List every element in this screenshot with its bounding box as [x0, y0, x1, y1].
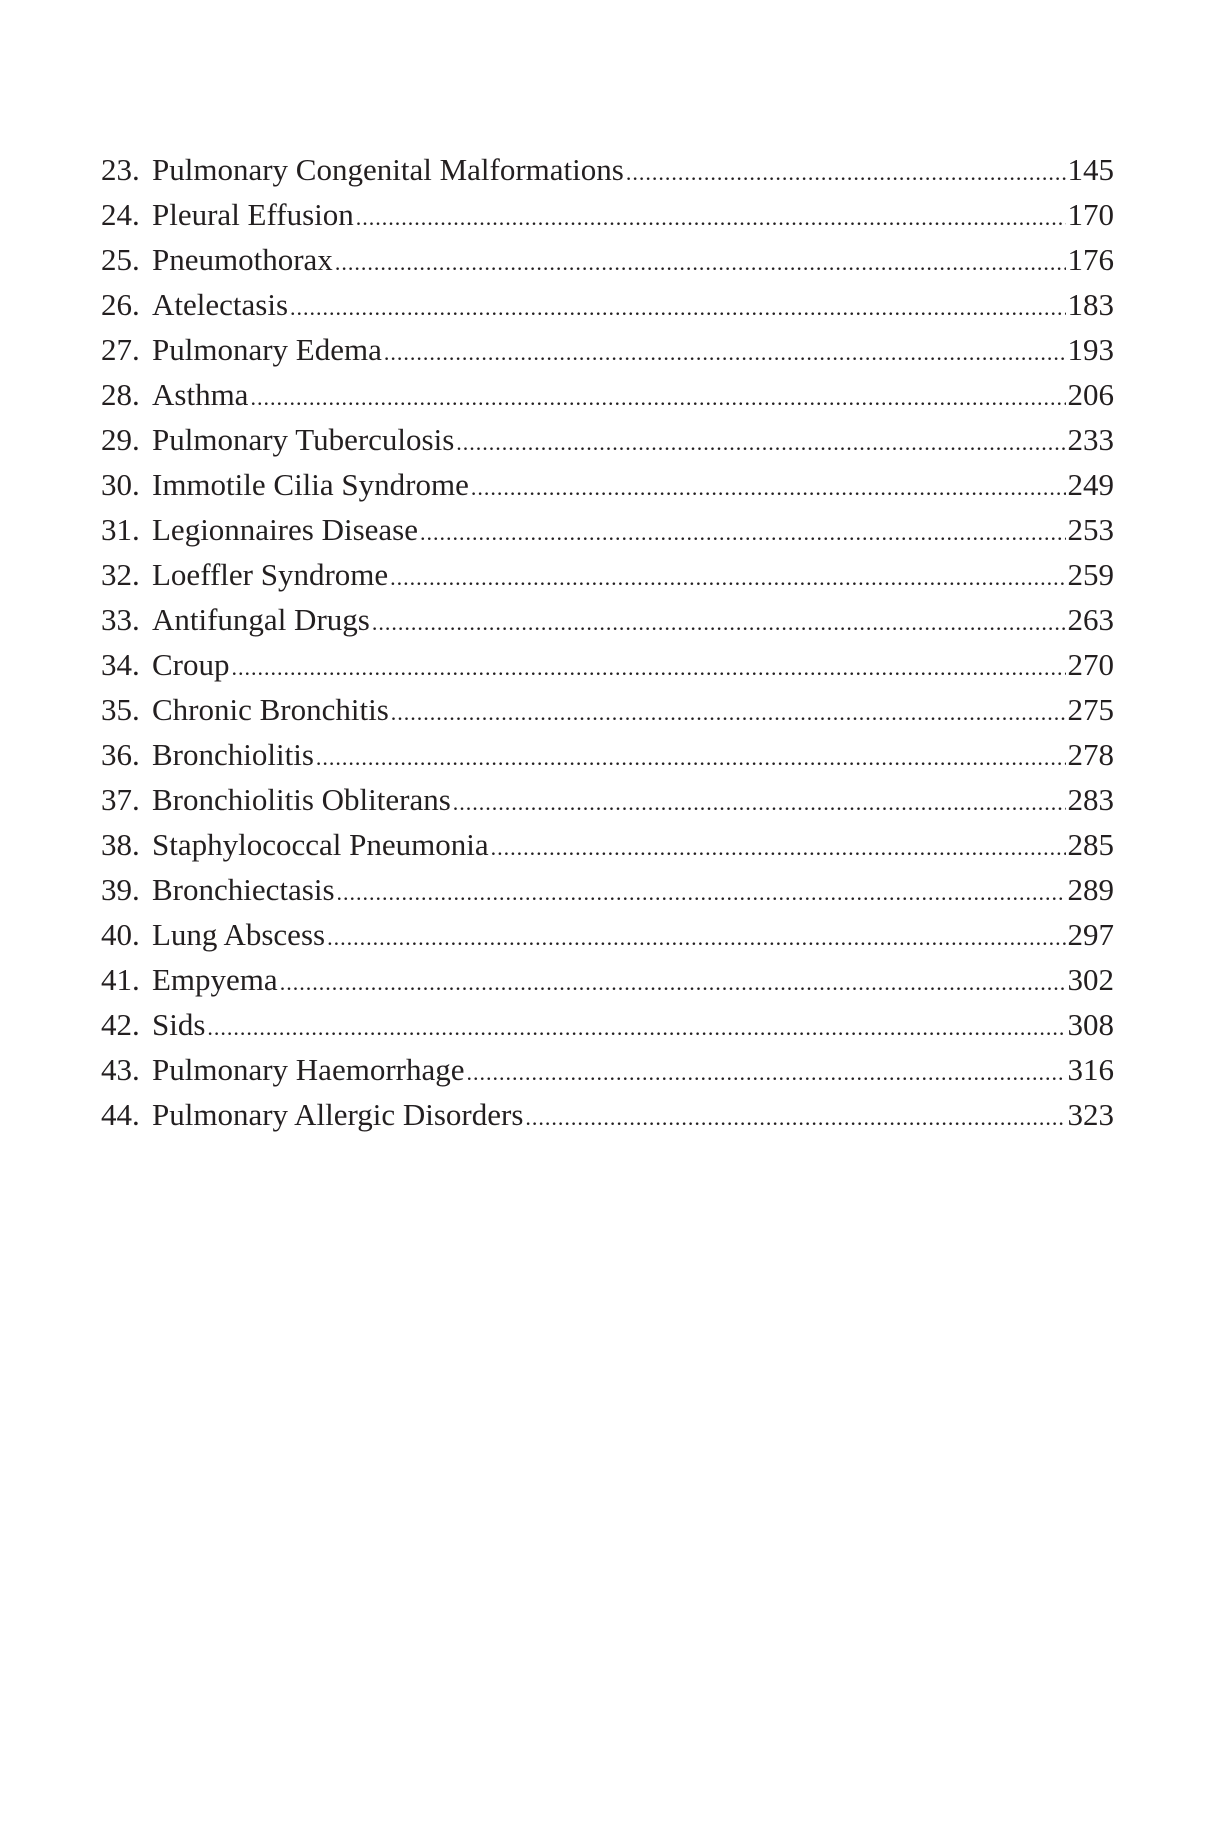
toc-entry-number: 28. — [101, 377, 140, 412]
toc-entry-title: Empyema — [152, 962, 278, 997]
toc-entry-number: 25. — [101, 242, 140, 277]
toc-entry-number: 37. — [101, 782, 140, 817]
toc-entry-number: 34. — [101, 647, 140, 682]
toc-entry-number: 29. — [101, 422, 140, 457]
toc-entry-title: Antifungal Drugs — [152, 602, 370, 637]
toc-entry-title: Pulmonary Haemorrhage — [152, 1052, 465, 1087]
toc-entry-number: 23. — [101, 152, 140, 187]
toc-dot-leader — [384, 340, 1066, 366]
toc-entry-number: 26. — [101, 287, 140, 322]
toc-dot-leader — [372, 610, 1066, 636]
toc-dot-leader — [327, 925, 1065, 951]
toc-entry[interactable] — [101, 242, 1114, 287]
toc-entry[interactable] — [101, 827, 1114, 872]
toc-entry-page: 193 — [1067, 332, 1114, 367]
toc-dot-leader — [280, 970, 1066, 996]
toc-entry-title: Chronic Bronchitis — [152, 692, 389, 727]
toc-entry-page: 278 — [1067, 737, 1114, 772]
toc-entry[interactable] — [101, 1007, 1114, 1052]
toc-entry-number: 27. — [101, 332, 140, 367]
toc-dot-leader — [356, 205, 1066, 231]
toc-entry-title: Bronchiectasis — [152, 872, 335, 907]
toc-dot-leader — [335, 250, 1066, 276]
toc-entry[interactable] — [101, 737, 1114, 782]
toc-entry-page: 316 — [1067, 1052, 1114, 1087]
toc-dot-leader — [232, 655, 1066, 681]
toc-entry-title: Pulmonary Tuberculosis — [152, 422, 455, 457]
toc-entry[interactable] — [101, 197, 1114, 242]
toc-entry-title: Pneumothorax — [152, 242, 333, 277]
toc-entry-page: 275 — [1067, 692, 1114, 727]
toc-entry-title: Croup — [152, 647, 230, 682]
toc-entry[interactable] — [101, 782, 1114, 827]
toc-entry[interactable] — [101, 332, 1114, 377]
toc-entry-number: 44. — [101, 1097, 140, 1132]
toc-entry-page: 283 — [1067, 782, 1114, 817]
toc-entry-number: 33. — [101, 602, 140, 637]
toc-entry-page: 289 — [1067, 872, 1114, 907]
toc-entry-number: 31. — [101, 512, 140, 547]
toc-entry[interactable] — [101, 1097, 1114, 1142]
table-of-contents — [101, 152, 1114, 1142]
toc-dot-leader — [471, 475, 1066, 501]
toc-entry-title: Legionnaires Disease — [152, 512, 418, 547]
toc-entry-page: 176 — [1067, 242, 1114, 277]
toc-entry-page: 259 — [1067, 557, 1114, 592]
toc-entry[interactable] — [101, 602, 1114, 647]
toc-dot-leader — [491, 835, 1066, 861]
toc-entry-number: 30. — [101, 467, 140, 502]
toc-entry-page: 308 — [1067, 1007, 1114, 1042]
toc-dot-leader — [390, 565, 1065, 591]
toc-entry-number: 24. — [101, 197, 140, 232]
toc-entry-title: Immotile Cilia Syndrome — [152, 467, 469, 502]
toc-entry-page: 183 — [1067, 287, 1114, 322]
toc-entry-page: 206 — [1067, 377, 1114, 412]
toc-entry[interactable] — [101, 872, 1114, 917]
toc-entry-page: 145 — [1067, 152, 1114, 187]
toc-entry[interactable] — [101, 1052, 1114, 1097]
toc-dot-leader — [337, 880, 1066, 906]
toc-entry[interactable] — [101, 287, 1114, 332]
toc-entry-title: Pulmonary Edema — [152, 332, 382, 367]
toc-entry-number: 40. — [101, 917, 140, 952]
toc-entry-page: 285 — [1067, 827, 1114, 862]
toc-dot-leader — [207, 1015, 1065, 1041]
toc-entry-page: 302 — [1067, 962, 1114, 997]
toc-entry[interactable] — [101, 422, 1114, 467]
toc-entry-page: 297 — [1067, 917, 1114, 952]
toc-entry-title: Asthma — [152, 377, 249, 412]
toc-dot-leader — [420, 520, 1066, 546]
toc-entry-title: Lung Abscess — [152, 917, 326, 952]
toc-entry-number: 35. — [101, 692, 140, 727]
toc-dot-leader — [525, 1105, 1065, 1131]
toc-dot-leader — [290, 295, 1065, 321]
toc-dot-leader — [626, 160, 1066, 186]
toc-entry-number: 42. — [101, 1007, 140, 1042]
toc-entry-title: Pulmonary Allergic Disorders — [152, 1097, 524, 1132]
toc-entry[interactable] — [101, 377, 1114, 422]
toc-entry-page: 270 — [1067, 647, 1114, 682]
toc-entry-page: 170 — [1067, 197, 1114, 232]
toc-entry-number: 39. — [101, 872, 140, 907]
toc-entry-page: 233 — [1067, 422, 1114, 457]
toc-entry-number: 32. — [101, 557, 140, 592]
toc-entry-title: Bronchiolitis Obliterans — [152, 782, 451, 817]
toc-entry[interactable] — [101, 557, 1114, 602]
toc-entry-number: 41. — [101, 962, 140, 997]
toc-entry-title: Sids — [152, 1007, 206, 1042]
toc-dot-leader — [466, 1060, 1065, 1086]
toc-entry[interactable] — [101, 647, 1114, 692]
toc-entry[interactable] — [101, 962, 1114, 1007]
toc-entry-page: 253 — [1067, 512, 1114, 547]
toc-entry-number: 38. — [101, 827, 140, 862]
toc-entry-title: Atelectasis — [152, 287, 289, 322]
toc-entry-title: Staphylococcal Pneumonia — [152, 827, 489, 862]
toc-entry[interactable] — [101, 152, 1114, 197]
toc-entry[interactable] — [101, 692, 1114, 737]
toc-entry[interactable] — [101, 917, 1114, 962]
toc-dot-leader — [456, 430, 1065, 456]
toc-entry-page: 323 — [1067, 1097, 1114, 1132]
toc-dot-leader — [453, 790, 1066, 816]
toc-entry-page: 249 — [1067, 467, 1114, 502]
toc-entry-title: Pulmonary Congenital Malformations — [152, 152, 624, 187]
toc-dot-leader — [250, 385, 1065, 411]
toc-entry-number: 43. — [101, 1052, 140, 1087]
toc-entry-number: 36. — [101, 737, 140, 772]
toc-entry[interactable] — [101, 512, 1114, 557]
toc-entry-title: Bronchiolitis — [152, 737, 314, 772]
toc-dot-leader — [316, 745, 1066, 771]
toc-entry-page: 263 — [1067, 602, 1114, 637]
toc-entry[interactable] — [101, 467, 1114, 512]
toc-entry-title: Loeffler Syndrome — [152, 557, 389, 592]
toc-dot-leader — [391, 700, 1066, 726]
toc-entry-title: Pleural Effusion — [152, 197, 354, 232]
